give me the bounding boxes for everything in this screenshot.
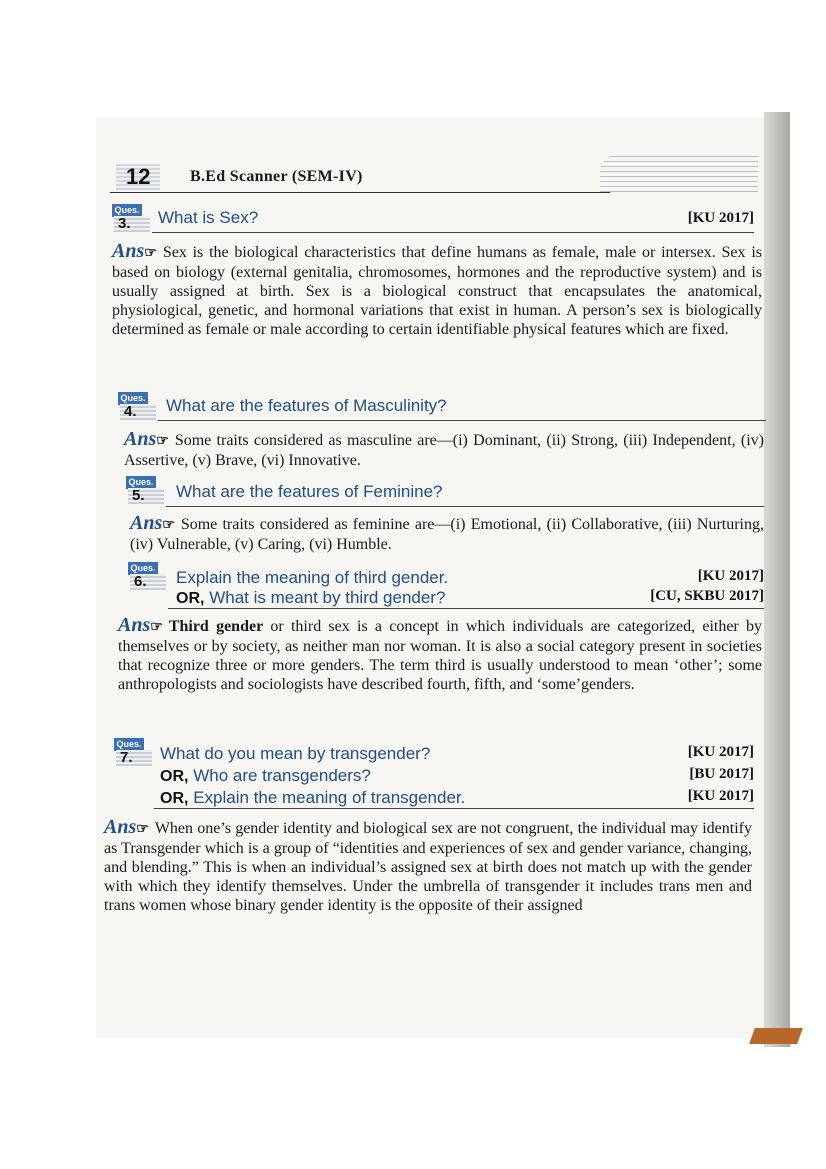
question-source: [KU 2017] (697, 568, 764, 584)
question-badge (114, 738, 154, 768)
book-title: B.Ed Scanner (SEM-IV) (190, 168, 363, 185)
question-source: [KU 2017] (687, 744, 754, 760)
question-source: [CU, SKBU 2017] (650, 588, 764, 604)
question-text-alt: OR, What is meant by third gender? (176, 588, 446, 607)
question-number: 3. (114, 216, 150, 232)
question-label: Ques. (114, 738, 144, 751)
question-text: What is Sex? (158, 208, 259, 227)
or-label: OR, (160, 790, 189, 807)
question-text: What are the features of Feminine? (176, 482, 443, 501)
question-rule (154, 808, 754, 809)
answer-6 (118, 616, 762, 694)
question-label: Ques. (128, 562, 158, 575)
question-rule (166, 506, 764, 507)
question-number: 5. (128, 488, 164, 504)
question-rule (158, 420, 766, 421)
question-6 (128, 562, 764, 610)
page-number: 12 (116, 164, 160, 190)
question-source: [KU 2017] (687, 788, 754, 804)
question-source: [BU 2017] (689, 766, 754, 782)
page-header (110, 162, 760, 196)
question-badge (112, 204, 152, 234)
answer-text: When one’s gender identity and biological sex are not congruent, the individual may identify as Transgender which is a group of “identities and experiences of sex and gender variance, changing, and blending.” This is when an individual’s assigned sex at birth does not match up with the gender with which they identify themselves. Under the umbrella of transgender it includes trans men and trans women whose binary gender identity is the opposite of their assigned (104, 820, 752, 914)
answer-text: Some traits considered as masculine are—(i) Dominant, (ii) Strong, (iii) Independent, (iv) Assertive, (v) Brave, (vi) Innovative. (124, 432, 764, 469)
question-number: 4. (120, 404, 156, 420)
answer-mark: Ans☞ (124, 428, 169, 450)
answer-text: Sex is the biological characteristics that define humans as female, male or intersex. Sex is based on biology (external genitalia, chromosomes, hormones and the reproductive system) and is usually assigned at birth. Sex is a biological construct that encapsulates the anatomical, physiological, genetic, and hormonal variations that exist in human. A person’s sex is biologically determined as female or male according to certain identifiable physical features which are fixed. (112, 244, 762, 338)
question-label: Ques. (118, 392, 148, 405)
question-7 (114, 738, 754, 808)
header-decoration (600, 154, 758, 192)
answer-mark: Ans☞ (112, 240, 157, 262)
question-text-alt: OR, Explain the meaning of transgender. (160, 788, 466, 807)
question-4 (118, 392, 766, 422)
question-text: What are the features of Masculinity? (166, 396, 447, 415)
or-label: OR, (160, 768, 189, 785)
page-edge (764, 112, 790, 1047)
answer-mark: Ans☞ (104, 816, 149, 838)
header-rule (110, 192, 610, 193)
question-badge (118, 392, 158, 422)
question-text: Explain the meaning of third gender. (176, 568, 449, 587)
answer-text: or third sex is a concept in which individuals are categorized, either by themselves or by society, as neither man nor woman. It is also a social category present in societies that recognize three or more genders. The term third is usually understood to mean ‘other’; some anthropologists and sociologists have described fourth, fifth, and ‘some’genders. (118, 618, 762, 693)
question-rule (152, 232, 754, 233)
question-5 (126, 476, 764, 506)
question-3 (112, 204, 754, 234)
or-label: OR, (176, 590, 205, 607)
answer-7 (104, 818, 752, 915)
question-text-alt: OR, Who are transgenders? (160, 766, 371, 785)
question-badge (126, 476, 166, 506)
page-corner (749, 1028, 803, 1044)
question-label: Ques. (126, 476, 156, 489)
question-text: What do you mean by transgender? (160, 744, 431, 763)
answer-4 (124, 430, 764, 470)
answer-5 (130, 514, 764, 554)
question-label: Ques. (112, 204, 142, 217)
answer-3 (112, 242, 762, 339)
answer-mark: Ans☞ (118, 614, 163, 636)
answer-lead: Third gender (168, 618, 264, 635)
answer-text: Some traits considered as feminine are—(i) Emotional, (ii) Collaborative, (iii) Nurturing, (iv) Vulnerable, (v) Caring, (vi) Humble. (130, 516, 764, 553)
question-source: [KU 2017] (687, 210, 754, 226)
question-badge (128, 562, 168, 592)
question-rule (168, 608, 764, 609)
question-number: 6. (130, 574, 166, 590)
question-number: 7. (116, 750, 152, 766)
answer-mark: Ans☞ (130, 512, 175, 534)
